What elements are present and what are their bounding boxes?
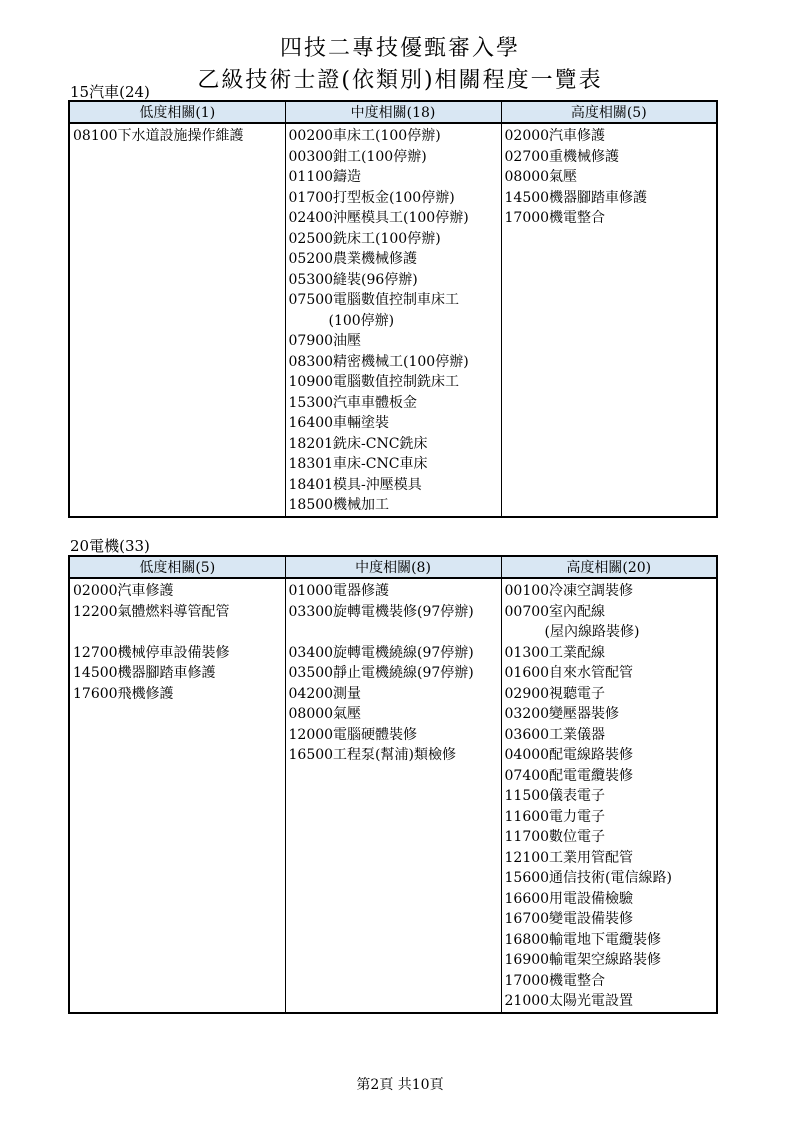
list-item: 02700重機械修護 xyxy=(504,148,620,165)
list-item: 02000汽車修護 xyxy=(73,583,174,599)
column-low xyxy=(69,578,285,1013)
list-item: 11600電力電子 xyxy=(504,808,606,825)
list-item: 16400車輛塗裝 xyxy=(288,415,390,431)
list-item: 18301車床-CNC車床 xyxy=(288,456,428,472)
list-item: 17600飛機修護 xyxy=(73,685,174,702)
list-item: 10900電腦數值控制銑床工 xyxy=(288,374,460,390)
list-item: 02900視聽電子 xyxy=(504,685,606,702)
list-item: 17000機電整合 xyxy=(504,972,606,989)
header-high: 高度相關(20) xyxy=(501,556,717,578)
header-medium: 中度相關(8) xyxy=(285,556,501,578)
header-low: 低度相關(5) xyxy=(69,556,285,578)
column-high xyxy=(501,123,717,517)
list-item: 08000氣壓 xyxy=(504,169,578,185)
list-item: 01000電器修護 xyxy=(288,583,390,599)
column-low xyxy=(69,123,285,517)
list-item: 05300縫裝(96停辦) xyxy=(288,271,418,288)
list-item xyxy=(289,622,501,643)
list-item: 12100工業用管配管 xyxy=(504,849,634,866)
page-subtitle: 乙級技術士證(依類別)相關程度一覽表 xyxy=(197,68,603,93)
page-title: 四技二專技優甄審入學 xyxy=(279,36,520,61)
section-label-electrical: 20電機(33) xyxy=(70,537,150,555)
list-item: 12000電腦硬體裝修 xyxy=(288,726,418,743)
list-item: 14500機器腳踏車修護 xyxy=(73,665,216,681)
list-item: 07900油壓 xyxy=(288,333,362,349)
list-item: 01100鑄造 xyxy=(288,169,362,185)
list-item: 21000太陽光電設置 xyxy=(504,993,634,1009)
column-high xyxy=(501,578,717,1013)
list-item: 15300汽車車體板金 xyxy=(288,394,418,411)
list-item: 00300鉗工(100停辦) xyxy=(288,148,427,165)
list-item: 02000汽車修護 xyxy=(504,128,606,144)
list-item: 05200農業機械修護 xyxy=(288,251,418,267)
list-item: 03200變壓器裝修 xyxy=(504,706,620,722)
list-item: 18500機械加工 xyxy=(288,497,390,513)
page-footer: 第2頁 共10頁 xyxy=(356,1077,444,1093)
list-item: 01300工業配線 xyxy=(504,644,606,661)
list-item: 01600自來水管配管 xyxy=(504,665,634,681)
list-item: (100停辦) xyxy=(328,312,395,329)
list-item: 16900輸電架空線路裝修 xyxy=(504,952,662,968)
list-item: 02500銑床工(100停辦) xyxy=(288,230,441,247)
list-item: 16700變電設備裝修 xyxy=(504,911,634,927)
table-auto xyxy=(68,100,718,518)
list-item: 03400旋轉電機繞線(97停辦) xyxy=(288,644,474,661)
list-item: 04000配電線路裝修 xyxy=(504,747,634,763)
list-item: 00100冷凍空調裝修 xyxy=(504,583,634,599)
list-item: 16800輸電地下電纜裝修 xyxy=(504,931,662,948)
list-item: (屋內線路裝修) xyxy=(544,624,640,640)
list-item: 01700打型板金(100停辦) xyxy=(288,189,455,206)
list-item: 12700機械停車設備裝修 xyxy=(73,644,230,661)
header-low: 低度相關(1) xyxy=(69,101,285,123)
list-item: 15600通信技術(電信線路) xyxy=(504,870,672,886)
list-item: 07500電腦數值控制車床工 xyxy=(288,292,460,308)
list-item: 14500機器腳踏車修護 xyxy=(504,189,648,206)
list-item: 11700數位電子 xyxy=(504,829,606,845)
list-item: 11500儀表電子 xyxy=(504,788,606,804)
list-item: 00700室內配線 xyxy=(504,603,606,620)
list-item: 02400沖壓模具工(100停辦) xyxy=(288,210,469,226)
list-item xyxy=(73,622,285,643)
list-item: 03600工業儀器 xyxy=(504,726,606,743)
list-item: 03300旋轉電機裝修(97停辦) xyxy=(288,603,474,620)
column-medium xyxy=(285,578,501,1013)
list-item: 08300精密機械工(100停辦) xyxy=(288,353,469,370)
table-electrical xyxy=(68,555,718,1014)
list-item: 04200測量 xyxy=(288,685,362,702)
column-medium xyxy=(285,123,501,517)
list-item: 00200車床工(100停辦) xyxy=(288,128,441,144)
list-item: 08000氣壓 xyxy=(288,706,362,722)
list-item: 17000機電整合 xyxy=(504,210,606,226)
section-label-auto: 15汽車(24) xyxy=(70,83,150,101)
list-item: 16500工程泵(幫浦)類檢修 xyxy=(288,747,456,763)
list-item: 08100下水道設施操作維護 xyxy=(73,128,244,144)
list-item: 18201銑床-CNC銑床 xyxy=(288,435,428,452)
list-item: 18401模具-沖壓模具 xyxy=(288,476,422,493)
list-item: 12200氣體燃料導管配管 xyxy=(73,603,230,620)
list-item: 07400配電電纜裝修 xyxy=(504,767,634,784)
list-item: 16600用電設備檢驗 xyxy=(504,890,634,907)
header-high: 高度相關(5) xyxy=(501,101,717,123)
header-medium: 中度相關(18) xyxy=(285,101,501,123)
list-item: 03500靜止電機繞線(97停辦) xyxy=(288,665,474,681)
